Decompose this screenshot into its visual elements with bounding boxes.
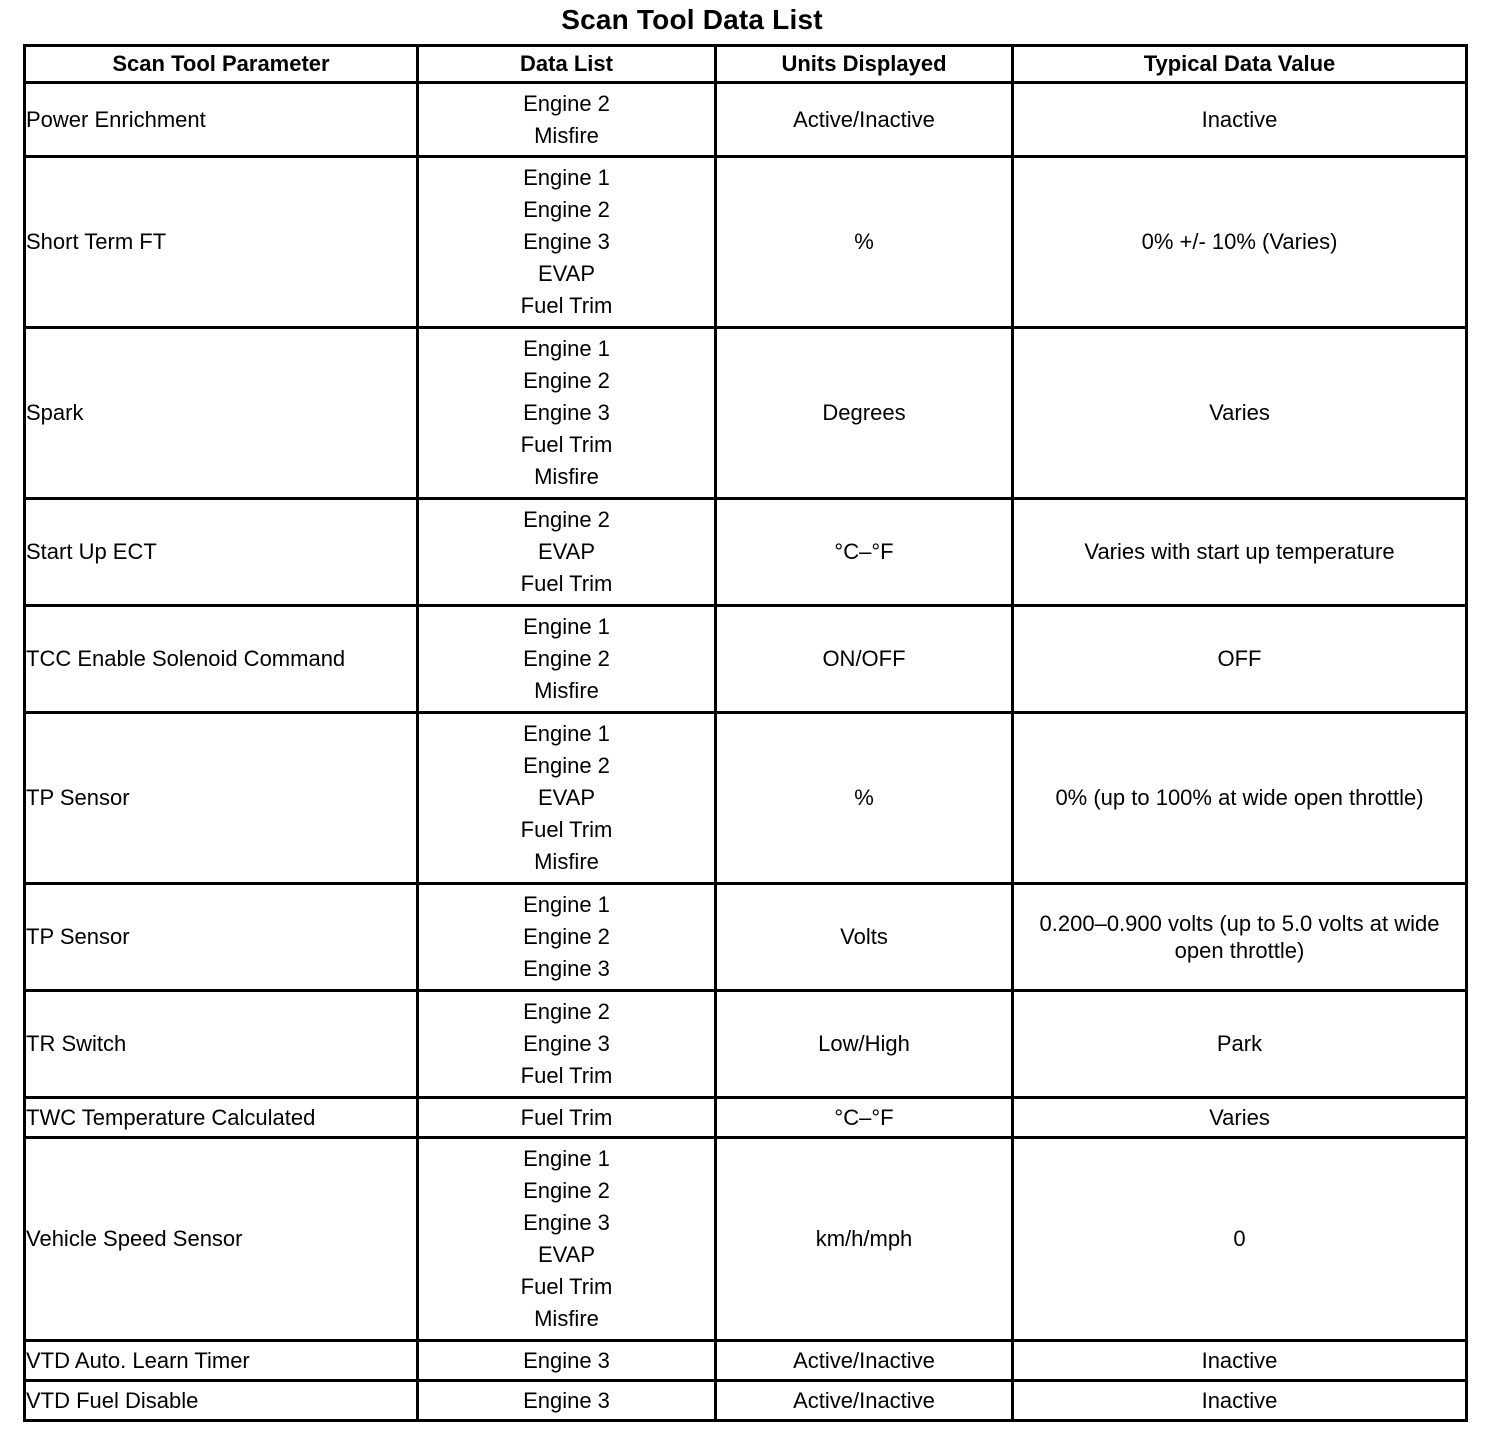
data-list-item: Fuel Trim [520,1104,613,1130]
data-list-item: Engine 3 [523,1210,610,1235]
page-title: Scan Tool Data List [561,4,823,35]
data-list-item: Misfire [534,464,599,489]
cell-data-list [418,1341,716,1381]
table-header [25,46,1467,83]
data-list-item: Fuel Trim [520,1274,613,1299]
data-list-item: Fuel Trim [520,432,613,457]
cell-parameter: Vehicle Speed Sensor [25,1138,418,1341]
cell-data-list [418,1381,716,1421]
data-list-item: Engine 3 [523,956,610,981]
header-units-displayed: Units Displayed [716,46,1013,83]
table-row [25,1098,1467,1138]
cell-parameter: TP Sensor [25,884,418,991]
table-row [25,1381,1467,1421]
data-list-item: Misfire [534,678,599,703]
data-list-item: Engine 2 [523,999,610,1024]
table-row [25,991,1467,1098]
data-list-item: Engine 3 [523,1387,610,1413]
cell-data-list [418,499,716,606]
data-list-item: Engine 1 [523,336,610,361]
data-list-item: EVAP [537,261,596,286]
cell-parameter: TCC Enable Solenoid Command [25,606,418,713]
data-list-item: Misfire [534,849,599,874]
data-list-item: Engine 2 [523,197,610,222]
data-list-item: Engine 3 [523,229,610,254]
cell-parameter: VTD Auto. Learn Timer [25,1341,418,1381]
table-row [25,83,1467,157]
cell-typical-value: 0% +/- 10% (Varies) [1013,157,1467,328]
cell-data-list [418,713,716,884]
cell-parameter: Spark [25,328,418,499]
cell-typical-value: 0.200–0.900 volts (up to 5.0 volts at wide open throttle) [1013,884,1467,991]
data-list-item: Engine 1 [523,721,610,746]
data-list-item: EVAP [537,785,596,810]
cell-units: % [716,713,1013,884]
cell-typical-value: 0 [1013,1138,1467,1341]
cell-parameter: Power Enrichment [25,83,418,157]
cell-data-list [418,606,716,713]
cell-units: °C–°F [716,1098,1013,1138]
data-list-item: Fuel Trim [520,1063,613,1088]
header-typical-data-value: Typical Data Value [1013,46,1467,83]
cell-units: % [716,157,1013,328]
cell-data-list [418,1098,716,1138]
table-row [25,1341,1467,1381]
table-row [25,713,1467,884]
data-list-item: Engine 2 [523,753,610,778]
cell-units: Active/Inactive [716,1381,1013,1421]
cell-typical-value: Inactive [1013,1381,1467,1421]
cell-typical-value: Varies [1013,328,1467,499]
data-list-item: Engine 3 [523,1031,610,1056]
data-list-item: EVAP [537,1242,596,1267]
cell-typical-value: Inactive [1013,1341,1467,1381]
table-row [25,1138,1467,1341]
table-row [25,328,1467,499]
cell-units: Active/Inactive [716,1341,1013,1381]
cell-data-list [418,884,716,991]
cell-data-list [418,83,716,157]
cell-typical-value: Inactive [1013,83,1467,157]
table-row [25,884,1467,991]
data-list-item: Engine 1 [523,614,610,639]
data-list-item: Fuel Trim [520,293,613,318]
table-row [25,157,1467,328]
cell-parameter: Start Up ECT [25,499,418,606]
data-list-item: Engine 2 [523,90,610,116]
cell-data-list [418,1138,716,1341]
header-row [25,46,1467,83]
data-list-item: Engine 1 [523,165,610,190]
cell-parameter: TWC Temperature Calculated [25,1098,418,1138]
data-list-item: Fuel Trim [520,571,613,596]
cell-data-list [418,991,716,1098]
cell-units: Low/High [716,991,1013,1098]
data-list-item: Engine 2 [523,1178,610,1203]
cell-data-list [418,157,716,328]
cell-data-list [418,328,716,499]
data-list-item: Engine 2 [523,368,610,393]
header-scan-tool-parameter: Scan Tool Parameter [25,46,418,83]
cell-typical-value: OFF [1013,606,1467,713]
cell-units: Volts [716,884,1013,991]
data-list-item: Misfire [534,1306,599,1331]
table-row [25,606,1467,713]
table-row [25,499,1467,606]
cell-typical-value: Varies with start up temperature [1013,499,1467,606]
header-data-list: Data List [418,46,716,83]
data-list-item: EVAP [537,539,596,564]
cell-typical-value: 0% (up to 100% at wide open throttle) [1013,713,1467,884]
cell-parameter: TP Sensor [25,713,418,884]
data-list-item: Engine 2 [523,507,610,532]
data-list-item: Engine 2 [523,646,610,671]
cell-parameter: VTD Fuel Disable [25,1381,418,1421]
cell-parameter: Short Term FT [25,157,418,328]
cell-units: Degrees [716,328,1013,499]
cell-units: Active/Inactive [716,83,1013,157]
cell-units: km/h/mph [716,1138,1013,1341]
data-list-item: Misfire [534,122,599,148]
data-list-item: Engine 2 [523,924,610,949]
table-body [25,83,1467,1421]
data-list-item: Engine 3 [523,1347,610,1373]
cell-units: ON/OFF [716,606,1013,713]
cell-parameter: TR Switch [25,991,418,1098]
data-list-item: Fuel Trim [520,817,613,842]
cell-typical-value: Varies [1013,1098,1467,1138]
data-list-item: Engine 3 [523,400,610,425]
scan-tool-data-table [23,44,1468,1422]
cell-units: °C–°F [716,499,1013,606]
data-list-item: Engine 1 [523,892,610,917]
cell-typical-value: Park [1013,991,1467,1098]
data-list-item: Engine 1 [523,1146,610,1171]
